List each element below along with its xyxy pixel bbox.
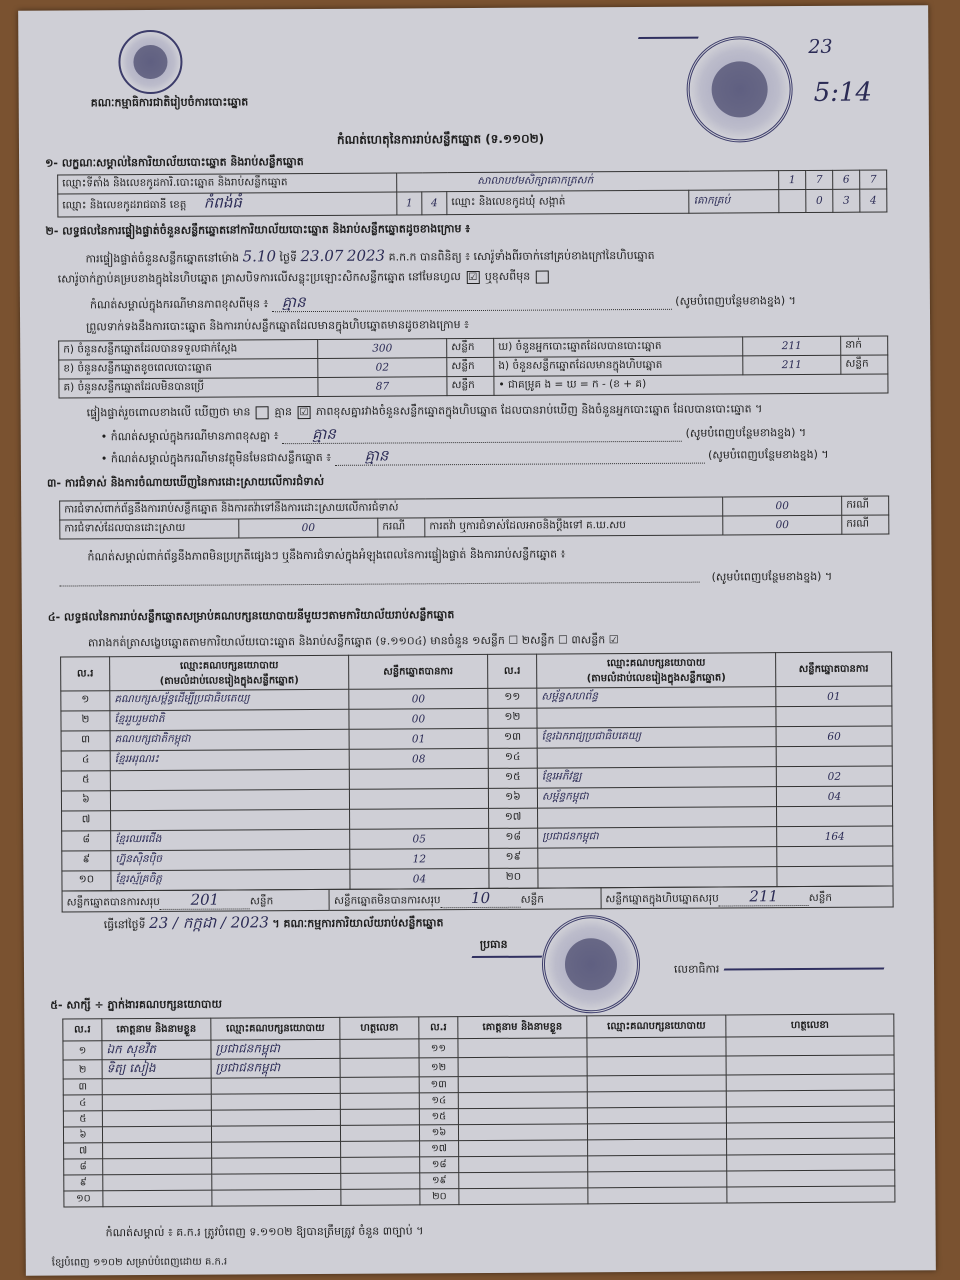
party-name: ខ្មែរឈរជើង: [111, 829, 350, 850]
bullet-2: [101, 446, 829, 467]
party-name: សម្ព័ន្ធកម្ពុជា: [537, 787, 776, 808]
province-label: ឈ្មោះ និងលេខកូដរាជធានី ខេត្ត: [62, 198, 187, 212]
seal-diff-checkbox[interactable]: [536, 270, 549, 283]
verify-date: 23.07: [300, 246, 344, 266]
party-votes: 00: [349, 708, 488, 729]
col-party: [537, 653, 776, 688]
party-no: ១៩: [489, 848, 538, 868]
witness-name: [103, 1158, 212, 1175]
summary-sheet-line: [88, 633, 619, 650]
witness-signature: [340, 1125, 419, 1141]
party-name: [110, 769, 349, 790]
col-party: ឈ្មោះគណបក្សនយោបាយ: [211, 1017, 340, 1040]
objection-value: 00: [723, 496, 842, 516]
party-no: ៩: [62, 851, 111, 871]
appeal-label: ការតវ៉ា ឬការជំទាស់ដែលអាចនិងប្តឹងទៅ គ.ឃ.សប: [425, 516, 723, 537]
col-votes: សន្លឹកឆ្នោតបានការ: [776, 652, 892, 687]
witness-no: ១៥: [419, 1109, 458, 1125]
corner-mark-a: 23: [808, 35, 833, 58]
resolved-label: ការជំទាស់ដែលបានដោះស្រាយ: [60, 519, 239, 539]
made-on-line: [104, 914, 444, 932]
witness-signature: [726, 1090, 894, 1107]
location-label: ឈ្មោះទីតាំង និងលេខកូដការិ.បោះឆ្នោត និងរាប់សន្លឹកឆ្នោត: [58, 173, 397, 194]
party-votes: [349, 768, 488, 789]
party-votes: 00: [349, 688, 488, 709]
objection-table: [59, 495, 889, 539]
invalid-total-label: សន្លឹកឆ្នោតមិនបានការសរុប: [333, 894, 441, 907]
witness-signature: [726, 1106, 894, 1123]
party-name: សម្ព័ន្ធសហព័ន្ធ: [537, 687, 776, 708]
party-name: ខ្មែរអរុណរះ: [110, 749, 349, 770]
seal-diff-label: ឬខុសពីមុន: [484, 269, 531, 283]
check-line: [87, 402, 763, 420]
verify-date-label: ថ្ងៃទី: [279, 251, 297, 265]
witness-no: ៩: [64, 1175, 103, 1191]
witness-no: ២០: [420, 1189, 459, 1205]
witness-no: ១៧: [420, 1141, 459, 1157]
province-value: កំពង់ធំ: [203, 193, 242, 212]
no-diff-label: គ្មាន: [274, 405, 292, 419]
witness-no: ១៤: [419, 1093, 458, 1109]
party-no: ១: [61, 691, 110, 711]
box-total-value: 211: [719, 887, 809, 907]
commune-digit: 0: [806, 189, 833, 212]
party-no: ១២: [488, 708, 537, 728]
invalid-total-value: 10: [441, 889, 521, 908]
diff-note-hint: (សូមបំពេញបន្ថែមខាងខ្នង) ។: [675, 294, 796, 308]
witness-signature: [727, 1170, 895, 1187]
witness-name: [103, 1142, 212, 1159]
witness-name: [102, 1078, 211, 1095]
party-votes: 02: [776, 766, 892, 787]
verify-time-label: ការផ្ទៀងផ្ទាត់ចំនួនសន្លឹកឆ្នោតនៅម៉ោង: [85, 251, 240, 266]
party-votes: 08: [349, 748, 488, 769]
party-name: [110, 789, 349, 810]
diff-note-value: គ្មាន: [281, 293, 306, 312]
col-party-title: ឈ្មោះគណបក្សនយោបាយ: [606, 657, 706, 669]
witness-party: [587, 1075, 726, 1092]
appeal-value: 00: [723, 515, 842, 535]
objection-note-line: [60, 582, 700, 587]
verify-time: 5.10: [242, 247, 277, 266]
party-no: ១០: [62, 871, 111, 891]
witness-name: [103, 1174, 212, 1191]
valid-total-value: 201: [160, 890, 250, 910]
witness-signature: [726, 1055, 894, 1075]
col-party: ឈ្មោះគណបក្សនយោបាយ: [587, 1015, 726, 1038]
party-name: [537, 707, 776, 728]
emblem-logo: [118, 30, 182, 94]
bullet-2-hint: (សូមបំពេញបន្ថែមខាងខ្នង) ។: [708, 447, 829, 462]
party-votes: [777, 866, 893, 887]
no-diff-checkbox[interactable]: ☑: [297, 406, 310, 419]
col-party-title: ឈ្មោះគណបក្សនយោបាយ: [179, 659, 279, 672]
section-5-heading: ៥- សាក្សី ÷ ភ្នាក់ងារគណបក្សនយោបាយ: [50, 997, 223, 1012]
ballot-count-table: [58, 335, 888, 398]
col-signature: ហត្ថលេខា: [340, 1017, 419, 1039]
seal-text: សោរ៉ូចាក់ភ្ជាប់គម្របខាងក្នុងនៃហិបឆ្នោត គ្រាសបិទការលើសន្លុះប្រឡោះសិកសន្លឹកឆ្នោត នៅមែនហ្វល: [57, 270, 461, 286]
section-4-heading: ៤- លទ្ធផលនៃការរាប់សន្លឹកឆ្នោតសម្រាប់គណបក្សនយោបាយនីមួយៗតាមការិយាល័យរាប់សន្លឹកឆ្នោត: [47, 608, 455, 624]
committee-label: ។ គណៈកម្មការការិយាល័យរាប់សន្លឹកឆ្នោត: [272, 916, 444, 931]
summary-sheet-text: តារាងកត់ត្រាសង្ខេបឆ្នោតតាមការិយាល័យបោះឆ្នោត និងរាប់សន្លឹកឆ្នោត (ទ.១១០៤) មានចំនួន ១សន្លឹក: [87, 633, 505, 650]
witness-party: [211, 1125, 340, 1142]
ballot-unit: សន្លឹក: [841, 355, 888, 374]
party-name: ខ្មែររួបរួមជាតិ: [110, 709, 349, 730]
witness-party: [211, 1077, 340, 1094]
check-tail: ភាពខុសគ្នារវាងចំនួនសន្លឹកឆ្នោតក្នុងហិបឆ្នោត ដែលបានរាប់ឃើញ និងចំនួនអ្នកបោះឆ្នោត ដែលបានបោះឆ្នោត ។: [315, 402, 763, 418]
page-title: កំណត់ហេតុនៃការរាប់សន្លឹកឆ្នោត (ទ.១១០២): [336, 131, 545, 147]
witness-party: [212, 1173, 341, 1190]
witness-name: [459, 1140, 588, 1157]
party-votes: 12: [350, 848, 489, 869]
col-party: [110, 655, 349, 690]
seal-intact-checkbox[interactable]: ☑: [466, 270, 479, 283]
party-no: ២: [61, 711, 110, 731]
party-no: ២០: [489, 868, 538, 888]
party-no: ១៤: [488, 748, 537, 768]
ballot-label: ក) ចំនួនសន្លឹកឆ្នោតដែលបានទទួលជាក់ស្តែង: [59, 339, 318, 360]
col-name: គោត្តនាម និងនាមខ្លួន: [102, 1018, 211, 1041]
chair-label: ប្រធាន: [479, 937, 508, 951]
witness-name: ឯក សុខវិត: [102, 1040, 211, 1060]
committee-stamp: [542, 915, 641, 1014]
commune-value: គោកគ្រប់: [689, 190, 779, 214]
witness-no: ១១: [419, 1039, 458, 1058]
official-stamp: [686, 36, 793, 143]
witness-party: ប្រជាជនកម្ពុជា: [211, 1058, 340, 1078]
party-no: ៤: [61, 751, 110, 771]
diff-note-label: កំណត់សម្គាល់ក្នុងករណីមានភាពខុសពីមុន ៖: [89, 297, 269, 312]
bullet-1: [101, 424, 807, 445]
secretary-signature: [724, 968, 885, 971]
col-no: ល.រ: [419, 1017, 458, 1039]
party-no: ៣: [61, 731, 110, 751]
document-page: [18, 5, 936, 1276]
summary-sheet-options: ☐ ២សន្លឹក ☐ ៣សន្លឹក ☑: [508, 633, 619, 647]
witness-no: ១៣: [419, 1077, 458, 1093]
col-no: ល.រ: [61, 657, 110, 691]
party-name: ប្រជាជនកម្ពុជា: [538, 827, 777, 848]
party-votes: 01: [776, 686, 892, 707]
col-party-sub: (តាមលំដាប់លេខរៀងក្នុងសន្លឹកឆ្នោត): [586, 671, 726, 684]
code-digit: 1: [779, 170, 806, 189]
witness-name: [458, 1038, 587, 1058]
party-votes: [350, 808, 489, 829]
seal-line: [58, 270, 551, 287]
witness-name: [458, 1108, 587, 1125]
ballot-label: ខ) ចំនួនសន្លឹកឆ្នោតខូចពេលបោះឆ្នោត: [59, 358, 318, 379]
witness-party: [587, 1037, 726, 1057]
party-name: ខ្មែរឯករាជ្យប្រជាធិបតេយ្យ: [537, 727, 776, 748]
party-name: ខ្មែរអភិវឌ្ឍ: [537, 767, 776, 788]
code-digit: 7: [860, 170, 887, 189]
witness-signature: [727, 1186, 895, 1203]
ballot-unit: សន្លឹក: [447, 338, 494, 357]
party-name: [111, 809, 350, 830]
party-name: [538, 807, 777, 828]
bullet-1-value: គ្មាន: [312, 424, 336, 444]
witness-party: [588, 1139, 727, 1156]
box-total-unit: សន្លឹក: [808, 891, 833, 904]
party-name: [538, 847, 777, 868]
objection-hint: (សូមបំពេញបន្ថែមខាងខ្នង) ។: [711, 569, 833, 584]
party-no: ៥: [61, 771, 110, 791]
witness-signature: [341, 1157, 420, 1173]
province-code: 1: [397, 192, 422, 215]
witness-no: ៣: [63, 1079, 102, 1095]
witness-signature: [340, 1077, 419, 1093]
party-no: ១៧: [489, 808, 538, 828]
witness-signature: [726, 1074, 894, 1091]
org-name: គណៈកម្មាធិការជាតិរៀបចំការបោះឆ្នោត: [90, 95, 249, 110]
province-code: 4: [422, 192, 447, 215]
party-name: [537, 747, 776, 768]
secretary-label: លេខាធិការ: [673, 962, 720, 976]
witness-name: [102, 1110, 211, 1127]
verify-text: គ.ក.ក បានពិនិត្យ ៖ សោរ៉ូទាំងពីរចាក់នៅគ្រប់ខាងក្រៅនៃហិបឆ្នោត: [388, 248, 655, 264]
bullet-1-label: • កំណត់សម្គាល់ក្នុងករណីមានភាពខុសគ្នា ៖: [100, 429, 279, 444]
box-total-label: សន្លឹកឆ្នោតក្នុងហិបឆ្នោតសរុប: [605, 892, 719, 906]
witness-signature: [726, 1036, 894, 1056]
witness-name: [458, 1092, 587, 1109]
witness-party: [587, 1056, 726, 1076]
ballot-intro: ព្រួលទាក់ទងនឹងការបោះឆ្នោត និងការរាប់សន្លឹកឆ្នោតដែលមានក្នុងហិបឆ្នោតមានដូចខាងក្រោម ៖: [86, 318, 469, 334]
witness-party: [587, 1107, 726, 1124]
witness-signature: [340, 1058, 419, 1077]
party-no: ១៨: [489, 828, 538, 848]
party-name: ខ្មែរស្ម័គ្រចិត្ត: [111, 869, 350, 890]
corner-mark-b: 5:14: [813, 77, 873, 108]
bullet-2-label: • កំណត់សម្គាល់ក្នុងករណីមានវត្ថុមិនមែនជាសន្លឹកឆ្នោត ៖: [100, 450, 332, 466]
resolved-unit: ករណី: [378, 518, 425, 537]
witness-party: [212, 1189, 341, 1206]
party-results-table: [60, 651, 893, 891]
ballot-value: 211: [743, 355, 841, 375]
section-3-heading: ៣- ការជំទាស់ និងការចំណាយឃើញនៃការដោះស្រាយលើការជំទាស់: [46, 474, 325, 490]
section-2-heading: ២- លទ្ធផលនៃការផ្ទៀងផ្ទាត់ចំនួនសន្លឹកឆ្នោតនៅការិយាល័យបោះឆ្នោត និងរាប់សន្លឹកឆ្នោតដូចខាងក្រោម ៖: [45, 222, 471, 238]
col-party-sub: (តាមលំដាប់លេខរៀងក្នុងសន្លឹកឆ្នោត): [159, 674, 299, 687]
witness-name: ទិត្យ សៀង: [102, 1059, 211, 1079]
witness-no: ១: [63, 1041, 102, 1060]
party-votes: [776, 706, 892, 727]
witness-no: ៥: [63, 1111, 102, 1127]
ballot-label: គ) ចំនួនសន្លឹកឆ្នោតដែលមិនបានប្រើ: [59, 377, 318, 398]
party-votes: [776, 746, 892, 767]
witness-party: [587, 1091, 726, 1108]
party-votes: [777, 806, 893, 827]
party-no: ១៣: [488, 728, 537, 748]
valid-total-unit: សន្លឹក: [249, 895, 274, 908]
witness-no: ១៦: [419, 1125, 458, 1141]
witness-party: [212, 1141, 341, 1158]
witness-signature: [727, 1138, 895, 1155]
witness-no: ១៩: [420, 1173, 459, 1189]
witness-name: [102, 1094, 211, 1111]
objection-label: ការជំទាស់ពាក់ព័ន្ធនឹងការរាប់សន្លឹកឆ្នោត និងការតវ៉ាទៅនឹងការដោះស្រាយលើការជំទាស់: [60, 497, 723, 520]
ballot-unit: សន្លឹក: [447, 376, 494, 395]
col-no: ល.រ: [63, 1019, 102, 1041]
appeal-unit: ករណី: [842, 515, 889, 534]
witness-party: [588, 1155, 727, 1172]
footnote: កំណត់សម្គាល់ ៖ គ.ក.រ ត្រូវបំពេញ ទ.១១០២ ឱ្យបានត្រឹមត្រូវ ចំនួន ៣ច្បាប់ ។: [105, 1224, 424, 1240]
ballot-label: ង) ចំនួនសន្លឹកឆ្នោតដែលមានក្នុងហិបឆ្នោត: [494, 356, 743, 377]
witness-party: [587, 1123, 726, 1140]
form-code: ខ្សែបំពេញ ១១០២ សម្រាប់បំពេញដោយ គ.ក.រ: [51, 1256, 228, 1269]
party-name: គណបក្សជាតិកម្ពុជា: [110, 729, 349, 750]
witness-no: ៦: [63, 1127, 102, 1143]
witness-signature: [340, 1109, 419, 1125]
witness-name: [459, 1156, 588, 1173]
bullet-2-value: គ្មាន: [364, 446, 389, 465]
ballot-unit: នាក់: [841, 336, 888, 355]
party-no: ១១: [488, 688, 537, 708]
party-votes: 05: [350, 828, 489, 849]
objection-note: កំណត់សម្គាល់ពាក់ព័ន្ធនឹងភាពមិនប្រក្រតីផ្សេងៗ ឬនឹងការជំទាស់ក្នុងអំឡុងពេលនៃការផ្ទៀងផ្ទាត់ និងការរាប់សន្លឹកឆ្នោត ៖: [87, 547, 566, 564]
witness-no: ១៨: [420, 1157, 459, 1173]
party-no: ៦: [61, 791, 110, 811]
witness-no: ៧: [64, 1143, 103, 1159]
chair-signature: [472, 956, 543, 958]
witness-party: [212, 1157, 341, 1174]
witness-no: ៨: [64, 1159, 103, 1175]
has-diff-checkbox[interactable]: [256, 406, 269, 419]
party-votes: [777, 846, 893, 867]
party-votes: [349, 788, 488, 809]
witness-no: ៤: [63, 1095, 102, 1111]
ballot-value: 300: [318, 339, 447, 359]
witness-signature: [341, 1189, 420, 1205]
witness-table: [62, 1013, 895, 1207]
party-votes: 04: [350, 868, 489, 889]
witness-party: [211, 1109, 340, 1126]
commune-digit: 3: [833, 189, 860, 212]
objection-unit: ករណី: [842, 496, 889, 515]
ballot-formula: • ជាគម្រូគ ង = ឃ = ក - (ខ + គ): [494, 374, 888, 395]
witness-signature: [340, 1039, 419, 1058]
witness-name: [458, 1076, 587, 1093]
party-votes: 04: [776, 786, 892, 807]
made-on-label: ធ្វើនៅថ្ងៃទី: [103, 918, 146, 932]
ballot-label: ឃ) ចំនួនអ្នកបោះឆ្នោតដែលបានបោះឆ្នោត: [494, 337, 743, 358]
check-text: ផ្ទៀងផ្ទាត់រួចពោលខាងលើ ឃើញថា មាន: [86, 405, 251, 420]
totals-table: [62, 885, 894, 912]
diff-note-line: [90, 291, 890, 313]
code-digit: 6: [833, 170, 860, 189]
col-no: ល.រ: [488, 654, 537, 688]
col-votes: សន្លឹកឆ្នោតបានការ: [349, 654, 488, 689]
witness-signature: [726, 1122, 894, 1139]
party-no: ៧: [62, 811, 111, 831]
witness-name: [103, 1190, 212, 1207]
witness-no: ១២: [419, 1058, 458, 1077]
witness-party: [588, 1187, 727, 1204]
col-signature: ហត្ថលេខា: [726, 1014, 894, 1037]
witness-name: [459, 1188, 588, 1205]
witness-signature: [341, 1173, 420, 1189]
witness-party: [588, 1171, 727, 1188]
witness-no: ២: [63, 1060, 102, 1079]
ballot-value: 211: [743, 336, 841, 356]
col-name: គោត្តនាម និងនាមខ្លួន: [458, 1016, 587, 1039]
witness-party: ប្រជាជនកម្ពុជា: [211, 1039, 340, 1059]
witness-signature: [341, 1141, 420, 1157]
witness-name: [459, 1172, 588, 1189]
made-on-date: 23 / កក្កដា / 2023: [149, 913, 269, 933]
witness-no: ១០: [64, 1191, 103, 1207]
party-name: [538, 867, 777, 888]
party-no: ១៥: [488, 768, 537, 788]
valid-total-label: សន្លឹកឆ្នោតបានការសរុប: [66, 895, 160, 909]
bullet-1-hint: (សូមបំពេញបន្ថែមខាងខ្នង) ។: [685, 425, 807, 440]
party-votes: 164: [777, 826, 893, 847]
party-votes: 60: [776, 726, 892, 747]
ballot-row: [59, 374, 888, 398]
witness-name: [458, 1057, 587, 1077]
corner-scribble: [638, 37, 699, 39]
resolved-value: 00: [239, 518, 378, 538]
commune-label: ឈ្មោះ និងលេខកូដឃុំ សង្កាត់: [447, 190, 690, 214]
verification-line: [86, 247, 655, 266]
code-digit: 7: [806, 170, 833, 189]
witness-party: [211, 1093, 340, 1110]
witness-signature: [727, 1154, 895, 1171]
party-no: ៨: [62, 831, 111, 851]
party-votes: 01: [349, 728, 488, 749]
location-value: សាលាបឋមសិក្សាគោកត្រសក់: [397, 171, 779, 192]
ballot-value: 02: [318, 358, 447, 378]
section-1-heading: ១- លក្ខណៈសម្គាល់នៃការិយាល័យបោះឆ្នោត និងរាប់សន្លឹកឆ្នោត: [45, 155, 304, 170]
verify-year: 2023: [346, 246, 386, 265]
party-no: ១៦: [488, 788, 537, 808]
witness-signature: [340, 1093, 419, 1109]
section-1-table: [57, 169, 887, 217]
party-name: ហ្វ៊ុនស៊ិនប៉ិច: [111, 849, 350, 870]
witness-name: [102, 1126, 211, 1143]
ballot-value: 87: [318, 377, 447, 397]
party-name: គណបក្សសម្ព័ន្ធដើម្បីប្រជាធិបតេយ្យ: [110, 689, 349, 710]
witness-name: [458, 1124, 587, 1141]
invalid-total-unit: សន្លឹក: [520, 893, 544, 906]
commune-digit: 4: [860, 189, 887, 212]
ballot-unit: សន្លឹក: [447, 357, 494, 376]
